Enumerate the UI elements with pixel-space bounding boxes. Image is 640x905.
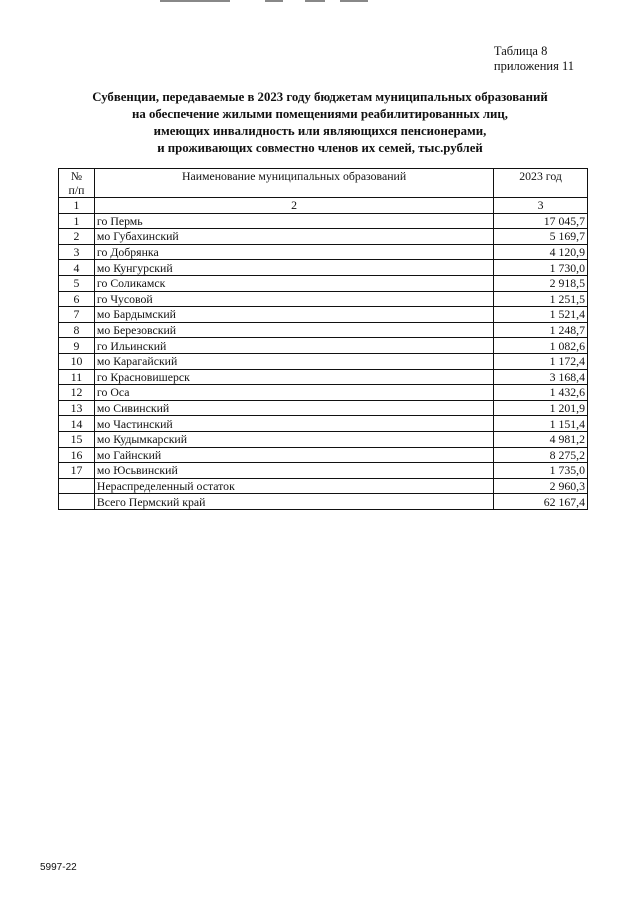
row-number: 17 [59, 463, 95, 479]
title-line-2: на обеспечение жилыми помещениями реабилитированных лиц, [132, 107, 508, 121]
scan-top-marks [160, 0, 390, 2]
table-row [59, 322, 588, 338]
municipality-name: го Красновишерск [94, 369, 493, 385]
table-row [59, 431, 588, 447]
amount-value: 1 151,4 [494, 416, 588, 432]
row-number: 8 [59, 322, 95, 338]
table-row [59, 400, 588, 416]
amount-value: 8 275,2 [494, 447, 588, 463]
amount-value: 1 201,9 [494, 400, 588, 416]
table-row [59, 307, 588, 323]
row-number: 5 [59, 275, 95, 291]
amount-value: 1 251,5 [494, 291, 588, 307]
table-row [59, 260, 588, 276]
municipality-name: мо Частинский [94, 416, 493, 432]
table-row [59, 353, 588, 369]
annex-appendix-number: приложения 11 [493, 59, 574, 73]
row-number: 16 [59, 447, 95, 463]
municipality-name: мо Бардымский [94, 307, 493, 323]
municipality-name: го Добрянка [94, 244, 493, 260]
document-code: 5997-22 [40, 862, 77, 873]
column-index-row [59, 198, 588, 214]
municipality-name: го Чусовой [94, 291, 493, 307]
header-year: 2023 год [494, 169, 588, 198]
document-title [40, 89, 600, 157]
table-row [59, 275, 588, 291]
table-row [59, 369, 588, 385]
row-number-empty [59, 494, 95, 510]
municipality-name: мо Гайнский [94, 447, 493, 463]
amount-value: 3 168,4 [494, 369, 588, 385]
row-number: 4 [59, 260, 95, 276]
table-body [59, 213, 588, 509]
table-row [59, 416, 588, 432]
undistributed-label: Нераспределенный остаток [94, 478, 493, 494]
row-number: 12 [59, 385, 95, 401]
table-row [59, 229, 588, 245]
amount-value: 1 172,4 [494, 353, 588, 369]
amount-value: 5 169,7 [494, 229, 588, 245]
table-row [59, 213, 588, 229]
municipality-name: го Оса [94, 385, 493, 401]
row-number: 14 [59, 416, 95, 432]
row-number: 9 [59, 338, 95, 354]
amount-value: 2 918,5 [494, 275, 588, 291]
row-number: 13 [59, 400, 95, 416]
row-number: 3 [59, 244, 95, 260]
annex-reference [494, 44, 574, 74]
table-row [59, 291, 588, 307]
header-num [59, 169, 95, 198]
table-header-row [59, 169, 588, 198]
row-number: 6 [59, 291, 95, 307]
total-value: 62 167,4 [494, 494, 588, 510]
row-number: 7 [59, 307, 95, 323]
row-number-empty [59, 478, 95, 494]
amount-value: 1 248,7 [494, 322, 588, 338]
row-number: 15 [59, 431, 95, 447]
municipality-name: мо Губахинский [94, 229, 493, 245]
row-number: 1 [59, 213, 95, 229]
municipality-name: мо Березовский [94, 322, 493, 338]
municipality-name: го Пермь [94, 213, 493, 229]
municipality-name: мо Кунгурский [94, 260, 493, 276]
header-name: Наименование муниципальных образований [94, 169, 493, 198]
title-line-3: имеющих инвалидность или являющихся пенсионерами, [153, 124, 487, 138]
total-row [59, 494, 588, 510]
header-num-abbr: п/п [68, 183, 85, 197]
header-num-symbol: № [70, 169, 83, 183]
amount-value: 4 120,9 [494, 244, 588, 260]
title-line-4: и проживающих совместно членов их семей, тыс.рублей [157, 141, 483, 155]
amount-value: 1 521,4 [494, 307, 588, 323]
column-index-3: 3 [494, 198, 588, 214]
column-index-1: 1 [59, 198, 95, 214]
municipality-name: мо Карагайский [94, 353, 493, 369]
table-row [59, 244, 588, 260]
municipality-name: мо Кудымкарский [94, 431, 493, 447]
municipality-name: го Соликамск [94, 275, 493, 291]
municipality-name: мо Сивинский [94, 400, 493, 416]
row-number: 10 [59, 353, 95, 369]
annex-table-number: Таблица 8 [493, 44, 548, 58]
amount-value: 1 432,6 [494, 385, 588, 401]
row-number: 2 [59, 229, 95, 245]
amount-value: 1 735,0 [494, 463, 588, 479]
municipality-name: го Ильинский [94, 338, 493, 354]
total-label: Всего Пермский край [94, 494, 493, 510]
municipality-name: мо Юсьвинский [94, 463, 493, 479]
table-row [59, 463, 588, 479]
title-line-1: Субвенции, передаваемые в 2023 году бюджетам муниципальных образований [92, 90, 548, 104]
amount-value: 4 981,2 [494, 431, 588, 447]
column-index-2: 2 [94, 198, 493, 214]
table-row [59, 385, 588, 401]
undistributed-value: 2 960,3 [494, 478, 588, 494]
table-row [59, 447, 588, 463]
table-row [59, 338, 588, 354]
amount-value: 17 045,7 [494, 213, 588, 229]
row-number: 11 [59, 369, 95, 385]
amount-value: 1 082,6 [494, 338, 588, 354]
subvention-table [58, 168, 588, 510]
undistributed-row [59, 478, 588, 494]
amount-value: 1 730,0 [494, 260, 588, 276]
